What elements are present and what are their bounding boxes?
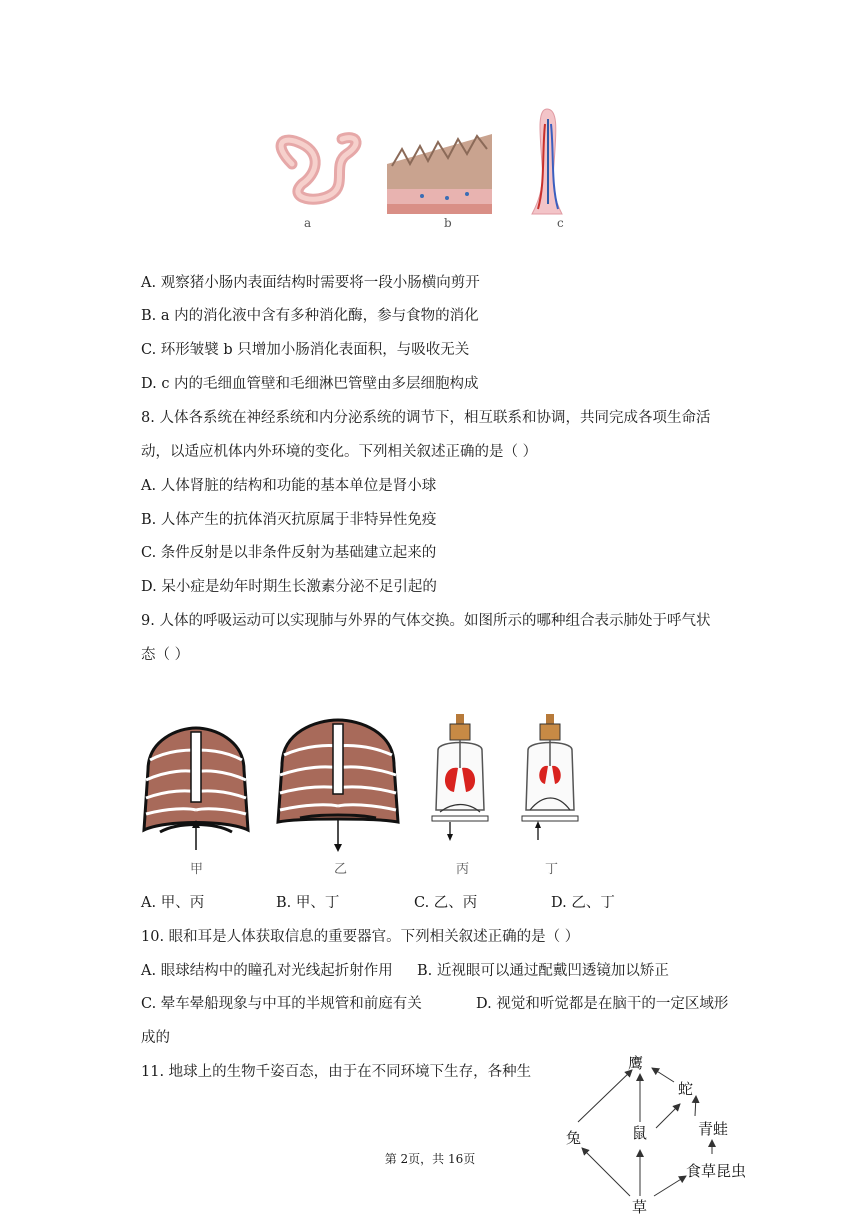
q8-option-d: D. 呆小症是幼年时期生长激素分泌不足引起的 [141, 579, 437, 595]
fig9-label-bing: 丙 [456, 862, 470, 877]
q9-option-d: D. 乙、丁 [551, 895, 615, 911]
q8-option-b: B. 人体产生的抗体消灭抗原属于非特异性免疫 [141, 512, 437, 528]
food-web-mouse: 鼠 [632, 1124, 648, 1142]
q8-stem-line1: 8. 人体各系统在神经系统和内分泌系统的调节下，相互联系和协调，共同完成各项生命活 [141, 410, 711, 426]
q7-option-c: C. 环形皱襞 b 只增加小肠消化表面积，与吸收无关 [141, 342, 470, 358]
q7-option-a: A. 观察猪小肠内表面结构时需要将一段小肠横向剪开 [141, 275, 480, 291]
food-web-rabbit: 兔 [566, 1129, 582, 1147]
q9-stem-line2: 态（ ） [141, 647, 190, 663]
q8-option-c: C. 条件反射是以非条件反射为基础建立起来的 [141, 545, 437, 561]
intestine-loop-illustration [281, 138, 356, 200]
fig7-label-c: c [557, 216, 564, 230]
q10-option-d-line2: 成的 [141, 1030, 170, 1046]
q9-option-b: B. 甲、丁 [276, 895, 340, 911]
q9-stem-line1: 9. 人体的呼吸运动可以实现肺与外界的气体交换。如图所示的哪种组合表示肺处于呼气状 [141, 613, 711, 629]
q7-option-d: D. c 内的毛细血管壁和毛细淋巴管壁由多层细胞构成 [141, 376, 479, 392]
food-web-grass: 草 [632, 1198, 648, 1216]
q9-option-c: C. 乙、丙 [414, 895, 478, 911]
ribcage-yi-illustration [278, 720, 398, 852]
food-web-snake: 蛇 [678, 1080, 694, 1098]
fig9-label-ding: 丁 [545, 862, 559, 877]
food-web-frog: 青蛙 [698, 1120, 729, 1138]
bell-jar-ding-illustration [522, 714, 578, 840]
figure-small-intestine [262, 104, 582, 234]
fig7-label-a: a [304, 216, 312, 230]
q11-stem: 11. 地球上的生物千姿百态，由于在不同环境下生存，各种生 [141, 1064, 532, 1080]
food-web-insect: 食草昆虫 [686, 1162, 747, 1180]
q10-option-a: A. 眼球结构中的瞳孔对光线起折射作用 [141, 963, 393, 979]
food-web-eagle: 鹰 [628, 1054, 644, 1072]
fig7-label-b: b [444, 216, 452, 230]
villus-illustration [532, 109, 562, 214]
fig9-label-yi: 乙 [334, 862, 348, 877]
intestinal-wall-illustration [387, 134, 492, 214]
q9-option-a: A. 甲、丙 [141, 895, 205, 911]
ribcage-jia-illustration [144, 728, 248, 850]
bell-jar-bing-illustration [432, 714, 488, 841]
figure-breathing [138, 710, 618, 880]
q10-stem: 10. 眼和耳是人体获取信息的重要器官。下列相关叙述正确的是（ ） [141, 929, 580, 945]
q8-option-a: A. 人体肾脏的结构和功能的基本单位是肾小球 [141, 478, 437, 494]
fig9-label-jia: 甲 [190, 862, 204, 877]
food-web-figure [560, 1046, 760, 1216]
q10-option-c: C. 晕车晕船现象与中耳的半规管和前庭有关 [141, 996, 422, 1012]
q10-option-b: B. 近视眼可以通过配戴凹透镜加以矫正 [417, 963, 669, 979]
q10-option-d-line1: D. 视觉和听觉都是在脑干的一定区域形 [476, 996, 729, 1012]
q7-option-b: B. a 内的消化液中含有多种消化酶，参与食物的消化 [141, 308, 479, 324]
page-footer: 第 2页，共 16页 [384, 1152, 476, 1166]
q8-stem-line2: 动，以适应机体内外环境的变化。下列相关叙述正确的是（ ） [141, 444, 538, 460]
